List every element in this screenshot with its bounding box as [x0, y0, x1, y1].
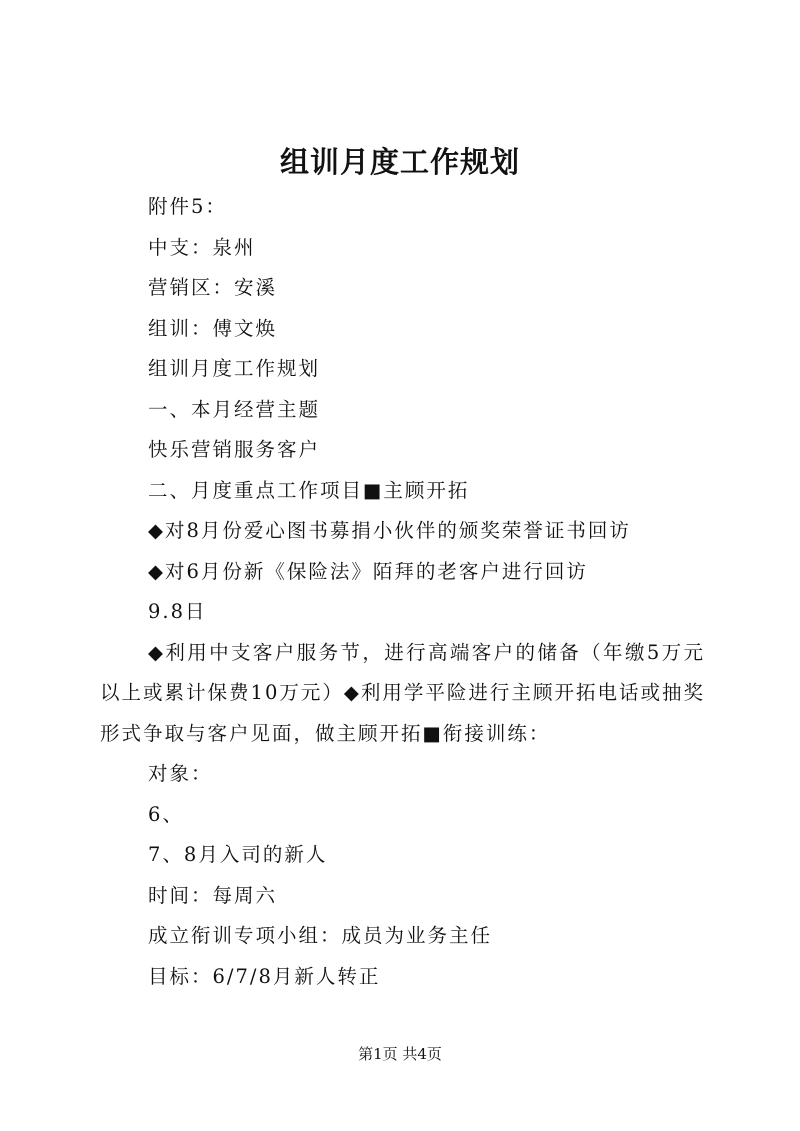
paragraph-client-service: ◆利用中支客户服务节，进行高端客户的储备（年缴5万元以上或累计保费10万元）◆利用学平险进行主顾开拓电话或抽奖形式争取与客户见面，做主顾开拓■衔接训练：: [100, 640, 705, 745]
paragraph-item-june: ◆对6月份新《保险法》陌拜的老客户进行回访: [148, 559, 588, 583]
document-title: 组训月度工作规划: [279, 145, 520, 179]
paragraph-target-label: 对象：: [148, 762, 213, 785]
paragraph-theme: 快乐营销服务客户: [148, 438, 321, 461]
paragraph-section-one: 一、本月经营主题: [148, 397, 321, 421]
paragraph-goal: 目标：6/7/8月新人转正: [148, 964, 381, 988]
paragraph-group: 成立衔训专项小组：成员为业务主任: [148, 924, 493, 947]
paragraph-time: 时间：每周六: [148, 883, 278, 907]
paragraph-section-two: 二、月度重点工作项目■主顾开拓: [148, 478, 470, 502]
paragraph-number-six: 6、: [148, 802, 184, 826]
paragraph-attachment: 附件5：: [148, 195, 227, 218]
paragraph-date: 9.8日: [148, 600, 207, 623]
paragraph-new-hires: 7、8月入司的新人: [148, 843, 328, 866]
paragraph-trainer: 组训：傅文焕: [148, 316, 278, 340]
paragraph-branch: 中支：泉州: [148, 235, 256, 259]
paragraph-item-august: ◆对8月份爱心图书募捐小伙伴的颁奖荣誉证书回访: [148, 519, 631, 542]
document-body: [100, 187, 705, 997]
page-footer: 第1页 共4页: [358, 1045, 442, 1063]
paragraph-plan-heading: 组训月度工作规划: [148, 357, 321, 380]
paragraph-sales-area: 营销区：安溪: [148, 276, 278, 299]
